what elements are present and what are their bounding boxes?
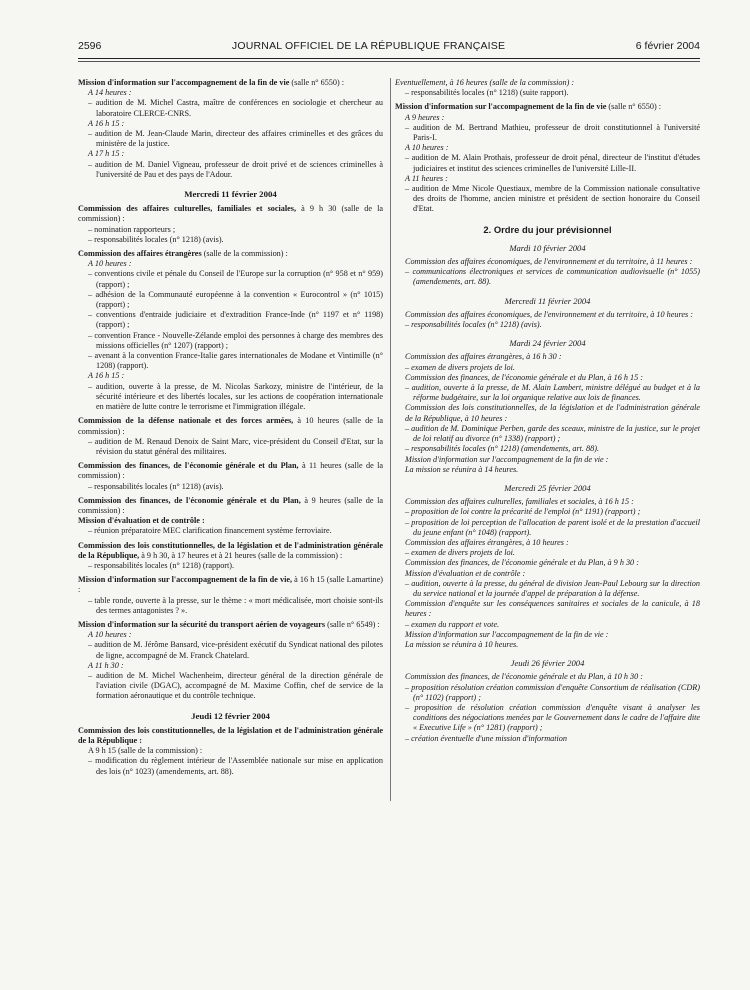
agenda-item: – responsabilités locales (n° 1218) (rapport).: [88, 560, 235, 570]
two-column-body: [78, 78, 700, 781]
entry-heading: Commission des affaires étrangères (salle de la commission) :: [78, 249, 288, 259]
journal-title: JOURNAL OFFICIEL DE LA RÉPUBLIQUE FRANÇAISE: [231, 40, 506, 52]
agenda-item: – examen de divers projets de loi.: [405, 362, 515, 372]
agenda-item: – création éventuelle d'une mission d'information: [405, 733, 567, 743]
entry-heading: Commission des lois constitutionnelles, de la législation et de l'administration générale de la République :: [78, 725, 383, 745]
agenda-item: – proposition de loi contre la précarité de l'emploi (n° 1191) (rapport) ;: [405, 507, 641, 517]
day-heading: Mercredi 25 février 2004: [504, 482, 591, 493]
committee-line: Commission des affaires économiques, de l'environnement et du territoire, à 11 heures :: [405, 257, 693, 267]
entry-block: [78, 249, 383, 412]
agenda-item: – proposition résolution création commission d'enquête Consortium de réalisation (CDR) (n° 1102) (rapport) ;: [405, 682, 700, 702]
committee-line: Mission d'évaluation et de contrôle :: [405, 568, 526, 578]
agenda-item: – responsabilités locales (n° 1218) (avis).: [88, 481, 224, 491]
agenda-item: – réunion préparatoire MEC clarification financement système ferroviaire.: [88, 526, 332, 536]
agenda-item: – table ronde, ouverte à la presse, sur le thème : « mort médicalisée, mort choisie sont-ils des termes antagonistes ? ».: [88, 595, 383, 615]
entry-block: [395, 78, 700, 98]
agenda-item: – audition de M. Michel Castra, maître de conférences en sociologie et chercheur au laboratoire CLERCE-CNRS.: [88, 98, 383, 118]
agenda-item: – audition de M. Alain Prothais, professeur de droit pénal, directeur de l'institut d'études judiciaires et institut des sciences criminelles de l'université Lille-II.: [405, 153, 700, 173]
agenda-item: – audition de M. Renaud Denoix de Saint Marc, vice-président du Conseil d'Etat, sur la révision du statut général des militaires.: [88, 436, 383, 456]
agenda-item: – examen de divers projets de loi.: [405, 548, 515, 558]
entry-heading: Commission des finances, de l'économie générale et du Plan, à 9 heures (salle de la commission) :: [78, 495, 384, 515]
entry-heading: Commission des finances, de l'économie générale et du Plan, à 11 heures (salle de la commission) :: [78, 461, 383, 481]
committee-line: Commission des affaires économiques, de l'environnement et du territoire, à 10 heures :: [405, 309, 693, 319]
entry-block: [78, 541, 383, 572]
header-rule-thin: [78, 61, 700, 62]
agenda-item: – audition de M. Daniel Vigneau, professeur de droit privé et de sciences criminelles à l'université de Pau et des pays de l'Adour.: [88, 159, 383, 179]
committee-line: Commission des finances, de l'économie générale et du Plan, à 10 h 30 :: [405, 672, 644, 682]
agenda-item: – audition de M. Jérôme Bansard, vice-président exécutif du Syndicat national des pilotes de ligne, accompagné de M. Franck Chatelard.: [88, 640, 383, 660]
time-line: A 11 h 30 :: [88, 660, 124, 670]
entry-block: [78, 575, 383, 616]
agenda-item: – audition de M. Michel Wachenheim, directeur général de la direction générale de l'aviation civile (DGAC), accompagné de M. Maxime Coffin, chef de service de la formation aéronautique et du contrôle technique.: [88, 670, 383, 701]
committee-line: La mission se réunira à 14 heures.: [405, 464, 519, 474]
time-line: A 16 h 15 :: [88, 371, 125, 381]
time-line: A 10 heures :: [405, 143, 449, 153]
agenda-item: – examen du rapport et vote.: [405, 619, 500, 629]
agenda-item: – responsabilités locales (n° 1218) (avis).: [405, 320, 542, 330]
agenda-item: – conventions civile et pénale du Conseil de l'Europe sur la corruption (n° 958 et n° 959) (rapport) ;: [88, 269, 383, 289]
entry-heading: Mission d'information sur l'accompagnement de la fin de vie (salle n° 6550) :: [78, 78, 345, 87]
agenda-item: – nomination rapporteurs ;: [88, 224, 176, 234]
agenda-item: – audition de M. Bertrand Mathieu, professeur de droit constitutionnel à l'université Paris-I.: [405, 122, 700, 143]
committee-line: Commission des affaires étrangères, à 16 h 30 :: [405, 352, 562, 362]
agenda-item: – audition de Mme Nicole Questiaux, membre de la Commission nationale consultative des droits de l'homme, ancien ministre et président de section honoraire du Conseil d'Etat.: [405, 184, 700, 214]
entry-block: [78, 496, 383, 537]
agenda-item: – responsabilités locales (n° 1218) (avis).: [88, 234, 224, 244]
agenda-item: – responsabilités locales (n° 1218) (suite rapport).: [405, 88, 569, 98]
time-line: A 17 h 15 :: [88, 149, 125, 159]
time-line: A 10 heures :: [88, 630, 132, 640]
entry-block: [78, 461, 383, 492]
page-header: [78, 40, 700, 52]
entry-block: [78, 78, 383, 180]
left-column: [78, 78, 383, 781]
day-heading: Jeudi 26 février 2004: [510, 658, 585, 669]
entry-block: [395, 102, 700, 214]
right-column: [395, 78, 700, 781]
agenda-item: – communications électroniques et services de communication audiovisuelle (n° 1055) (amendements, art. 88).: [405, 267, 700, 287]
time-line: A 9 h 15 (salle de la commission) :: [88, 746, 203, 756]
page-number: 2596: [78, 40, 102, 52]
day-heading: Mardi 24 février 2004: [509, 338, 586, 349]
committee-line: Mission d'information sur l'accompagnement de la fin de vie :: [405, 454, 609, 464]
agenda-item: – audition de M. Dominique Perben, garde des sceaux, ministre de la justice, sur le projet de loi relatif au divorce (n° 1338) (rapport) ;: [405, 423, 700, 444]
agenda-item: – modification du règlement intérieur de l'Assemblée nationale sur mise en application des lois (n° 1023) (amendements, art. 88).: [88, 756, 383, 776]
entry-block: [78, 726, 383, 777]
agenda-item: – audition, ouverte à la presse, du général de division Jean-Paul Lebourg sur la direction du service national et la journée d'appel de préparation à la défense.: [405, 578, 700, 598]
entry-block: [78, 620, 383, 702]
agenda-item: – audition de M. Jean-Claude Marin, directeur des affaires criminelles et des grâces du ministère de la justice.: [88, 129, 383, 149]
committee-line: Commission d'enquête sur les conséquences sanitaires et sociales de la canicule, à 18 heures :: [405, 599, 700, 619]
sub-heading: Mission d'évaluation et de contrôle :: [78, 516, 205, 526]
time-line: A 16 h 15 :: [88, 118, 125, 128]
section-heading: 2. Ordre du jour prévisionnel: [483, 223, 612, 235]
agenda-item: – conventions d'entraide judiciaire et d'extradition France-Inde (n° 1197 et n° 1198) (rapport) ;: [88, 310, 383, 330]
day-heading: Jeudi 12 février 2004: [191, 710, 270, 721]
time-line: A 14 heures :: [88, 88, 132, 98]
time-line: Eventuellement, à 16 heures (salle de la commission) :: [395, 78, 575, 87]
entry-heading: Mission d'information sur l'accompagnement de la fin de vie (salle n° 6550) :: [395, 102, 662, 112]
time-line: A 9 heures :: [405, 112, 445, 122]
agenda-item: – responsabilités locales (n° 1218) (amendements, art. 88).: [405, 444, 599, 454]
entry-heading: Commission de la défense nationale et des forces armées, à 10 heures (salle de la commission) :: [78, 416, 384, 436]
column-divider: [390, 78, 391, 801]
committee-line: Commission des finances, de l'économie générale et du Plan, à 16 h 15 :: [405, 372, 644, 382]
committee-line: Commission des finances, de l'économie générale et du Plan, à 9 h 30 :: [405, 558, 639, 568]
time-line: A 11 heures :: [405, 173, 448, 183]
issue-date: 6 février 2004: [635, 40, 700, 52]
agenda-item: – audition, ouverte à la presse, de M. Nicolas Sarkozy, ministre de l'intérieur, de la sécurité intérieure et des libertés locales, sur les actions de coopération internationale en matière de lutte contre le terrorisme et l'immigration illégale.: [88, 381, 383, 412]
committee-line: La mission se réunira à 10 heures.: [405, 639, 519, 649]
entry-heading: Mission d'information sur la sécurité du transport aérien de voyageurs (salle n° 6549) :: [78, 619, 380, 629]
committee-line: Commission des affaires culturelles, familiales et sociales, à 16 h 15 :: [405, 497, 634, 507]
agenda-item: – adhésion de la Communauté européenne à la convention « Eurocontrol » (n° 1015) (rapport) ;: [88, 289, 383, 310]
agenda-item: – audition, ouverte à la presse, de M. Alain Lambert, ministre délégué au budget et à la réforme budgétaire, sur la loi organique relative aux lois de finances.: [405, 383, 700, 403]
agenda-item: – proposition de loi perception de l'allocation de parent isolé et de la prestation d'accueil du jeune enfant (n° 1048) (rapport).: [405, 517, 700, 537]
day-heading: Mardi 10 février 2004: [509, 242, 586, 253]
agenda-item: – proposition de résolution création commission d'enquête visant à analyser les conditions des négociations menées par le Gouvernement dans le cadre de l'affaire dite « Executive Life » (n° 1281) (rapport) ;: [405, 702, 700, 733]
committee-line: Mission d'information sur l'accompagnement de la fin de vie :: [405, 629, 609, 639]
entry-block: [78, 416, 383, 457]
entry-heading: Mission d'information sur l'accompagnement de la fin de vie, à 16 h 15 (salle Lamartine) :: [78, 575, 383, 595]
entry-heading: Commission des lois constitutionnelles, de la législation et de l'administration générale de la République, à 9 h 30, à 17 heures et à 21 heures (salle de la commission) :: [78, 540, 383, 560]
entry-block: [78, 204, 383, 245]
committee-line: Commission des affaires étrangères, à 10 heures :: [405, 537, 569, 547]
agenda-item: – avenant à la convention France-Italie gares internationales de Modane et Vintimille (n° 1208) (rapport).: [88, 351, 383, 371]
day-heading: Mercredi 11 février 2004: [184, 189, 277, 200]
day-heading: Mercredi 11 février 2004: [504, 295, 591, 306]
entry-heading: Commission des affaires culturelles, familiales et sociales, à 9 h 30 (salle de la commission) :: [78, 204, 383, 224]
agenda-item: – convention France - Nouvelle-Zélande emploi des personnes à charge des membres des missions officielles (n° 1207) (rapport) ;: [88, 330, 383, 350]
header-rule: [78, 58, 700, 59]
committee-line: Commission des lois constitutionnelles, de la législation et de l'administration générale de la République, à 10 heures :: [405, 403, 700, 423]
time-line: A 10 heures :: [88, 259, 132, 269]
